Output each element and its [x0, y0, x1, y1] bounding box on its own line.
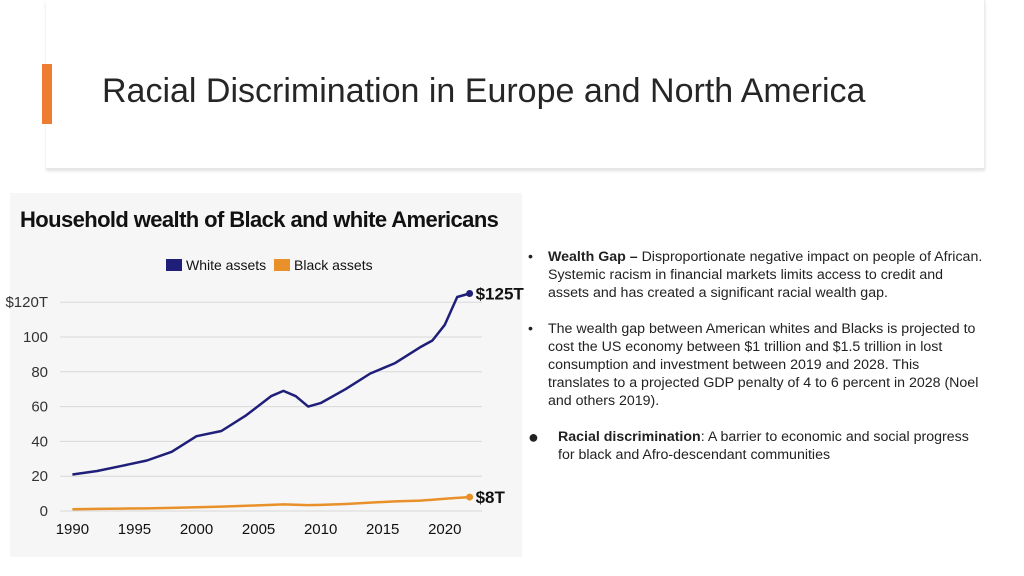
legend-label-black: Black assets [294, 257, 373, 273]
bullet-text: : A barrier to economic and social progress for black and Afro-descendant communities [558, 429, 969, 463]
y-tick-label: 20 [31, 468, 48, 486]
black-assets-endpoint [466, 494, 473, 501]
accent-bar [42, 64, 52, 124]
black-assets-end-label: $8T [475, 488, 505, 508]
wealth-chart [5, 193, 524, 557]
bullet-list [528, 248, 984, 482]
title-box [46, 0, 985, 169]
y-tick-label: 40 [31, 433, 48, 451]
chart-plot [5, 193, 524, 557]
white-assets-line [72, 294, 469, 475]
slide-title: Racial Discrimination in Europe and North America [102, 72, 866, 110]
x-tick-label: 2015 [366, 521, 400, 538]
bullet-dot: • [528, 321, 533, 337]
bullet-lead: Wealth Gap – [548, 249, 642, 265]
x-tick-label: 2020 [428, 521, 462, 538]
black-assets-line [72, 497, 469, 509]
x-tick-label: 1990 [55, 521, 90, 538]
bullet-economy-cost [528, 320, 984, 410]
x-tick-label: 2005 [241, 521, 276, 538]
bullet-racial-discrimination [528, 428, 984, 464]
y-tick-label: 0 [39, 503, 48, 520]
bullet-dot: • [528, 249, 533, 265]
bullet-wealth-gap [528, 248, 984, 302]
white-assets-end-label: $125T [475, 284, 524, 304]
bullet-lead: Racial discrimination [558, 429, 701, 445]
x-tick-label: 2010 [303, 521, 338, 538]
chart-title: Household wealth of Black and white Americans [20, 207, 499, 232]
bullet-dot: ● [528, 427, 539, 447]
bullet-text: The wealth gap between American whites and Blacks is projected to cost the US economy between $1 trillion and $1.5 trillion in lost consumption and investment between 2019 and 2028. This translates to a projected GDP penalty of 4 to 6 percent in 2028 (Noel and others 2019). [548, 321, 979, 409]
y-tick-label: 80 [31, 363, 48, 381]
y-tick-label: 100 [22, 329, 48, 346]
x-tick-label: 2000 [179, 521, 214, 538]
white-assets-endpoint [466, 290, 473, 297]
bullet-text: Disproportionate negative impact on people of African. Systemic racism in financial markets limits access to credit and assets and has created a significant racial wealth gap. [548, 249, 983, 301]
y-tick-label: 60 [31, 398, 48, 416]
y-tick-label: $120T [5, 294, 48, 312]
legend-label-white: White assets [186, 257, 267, 273]
x-tick-label: 1995 [117, 521, 152, 538]
